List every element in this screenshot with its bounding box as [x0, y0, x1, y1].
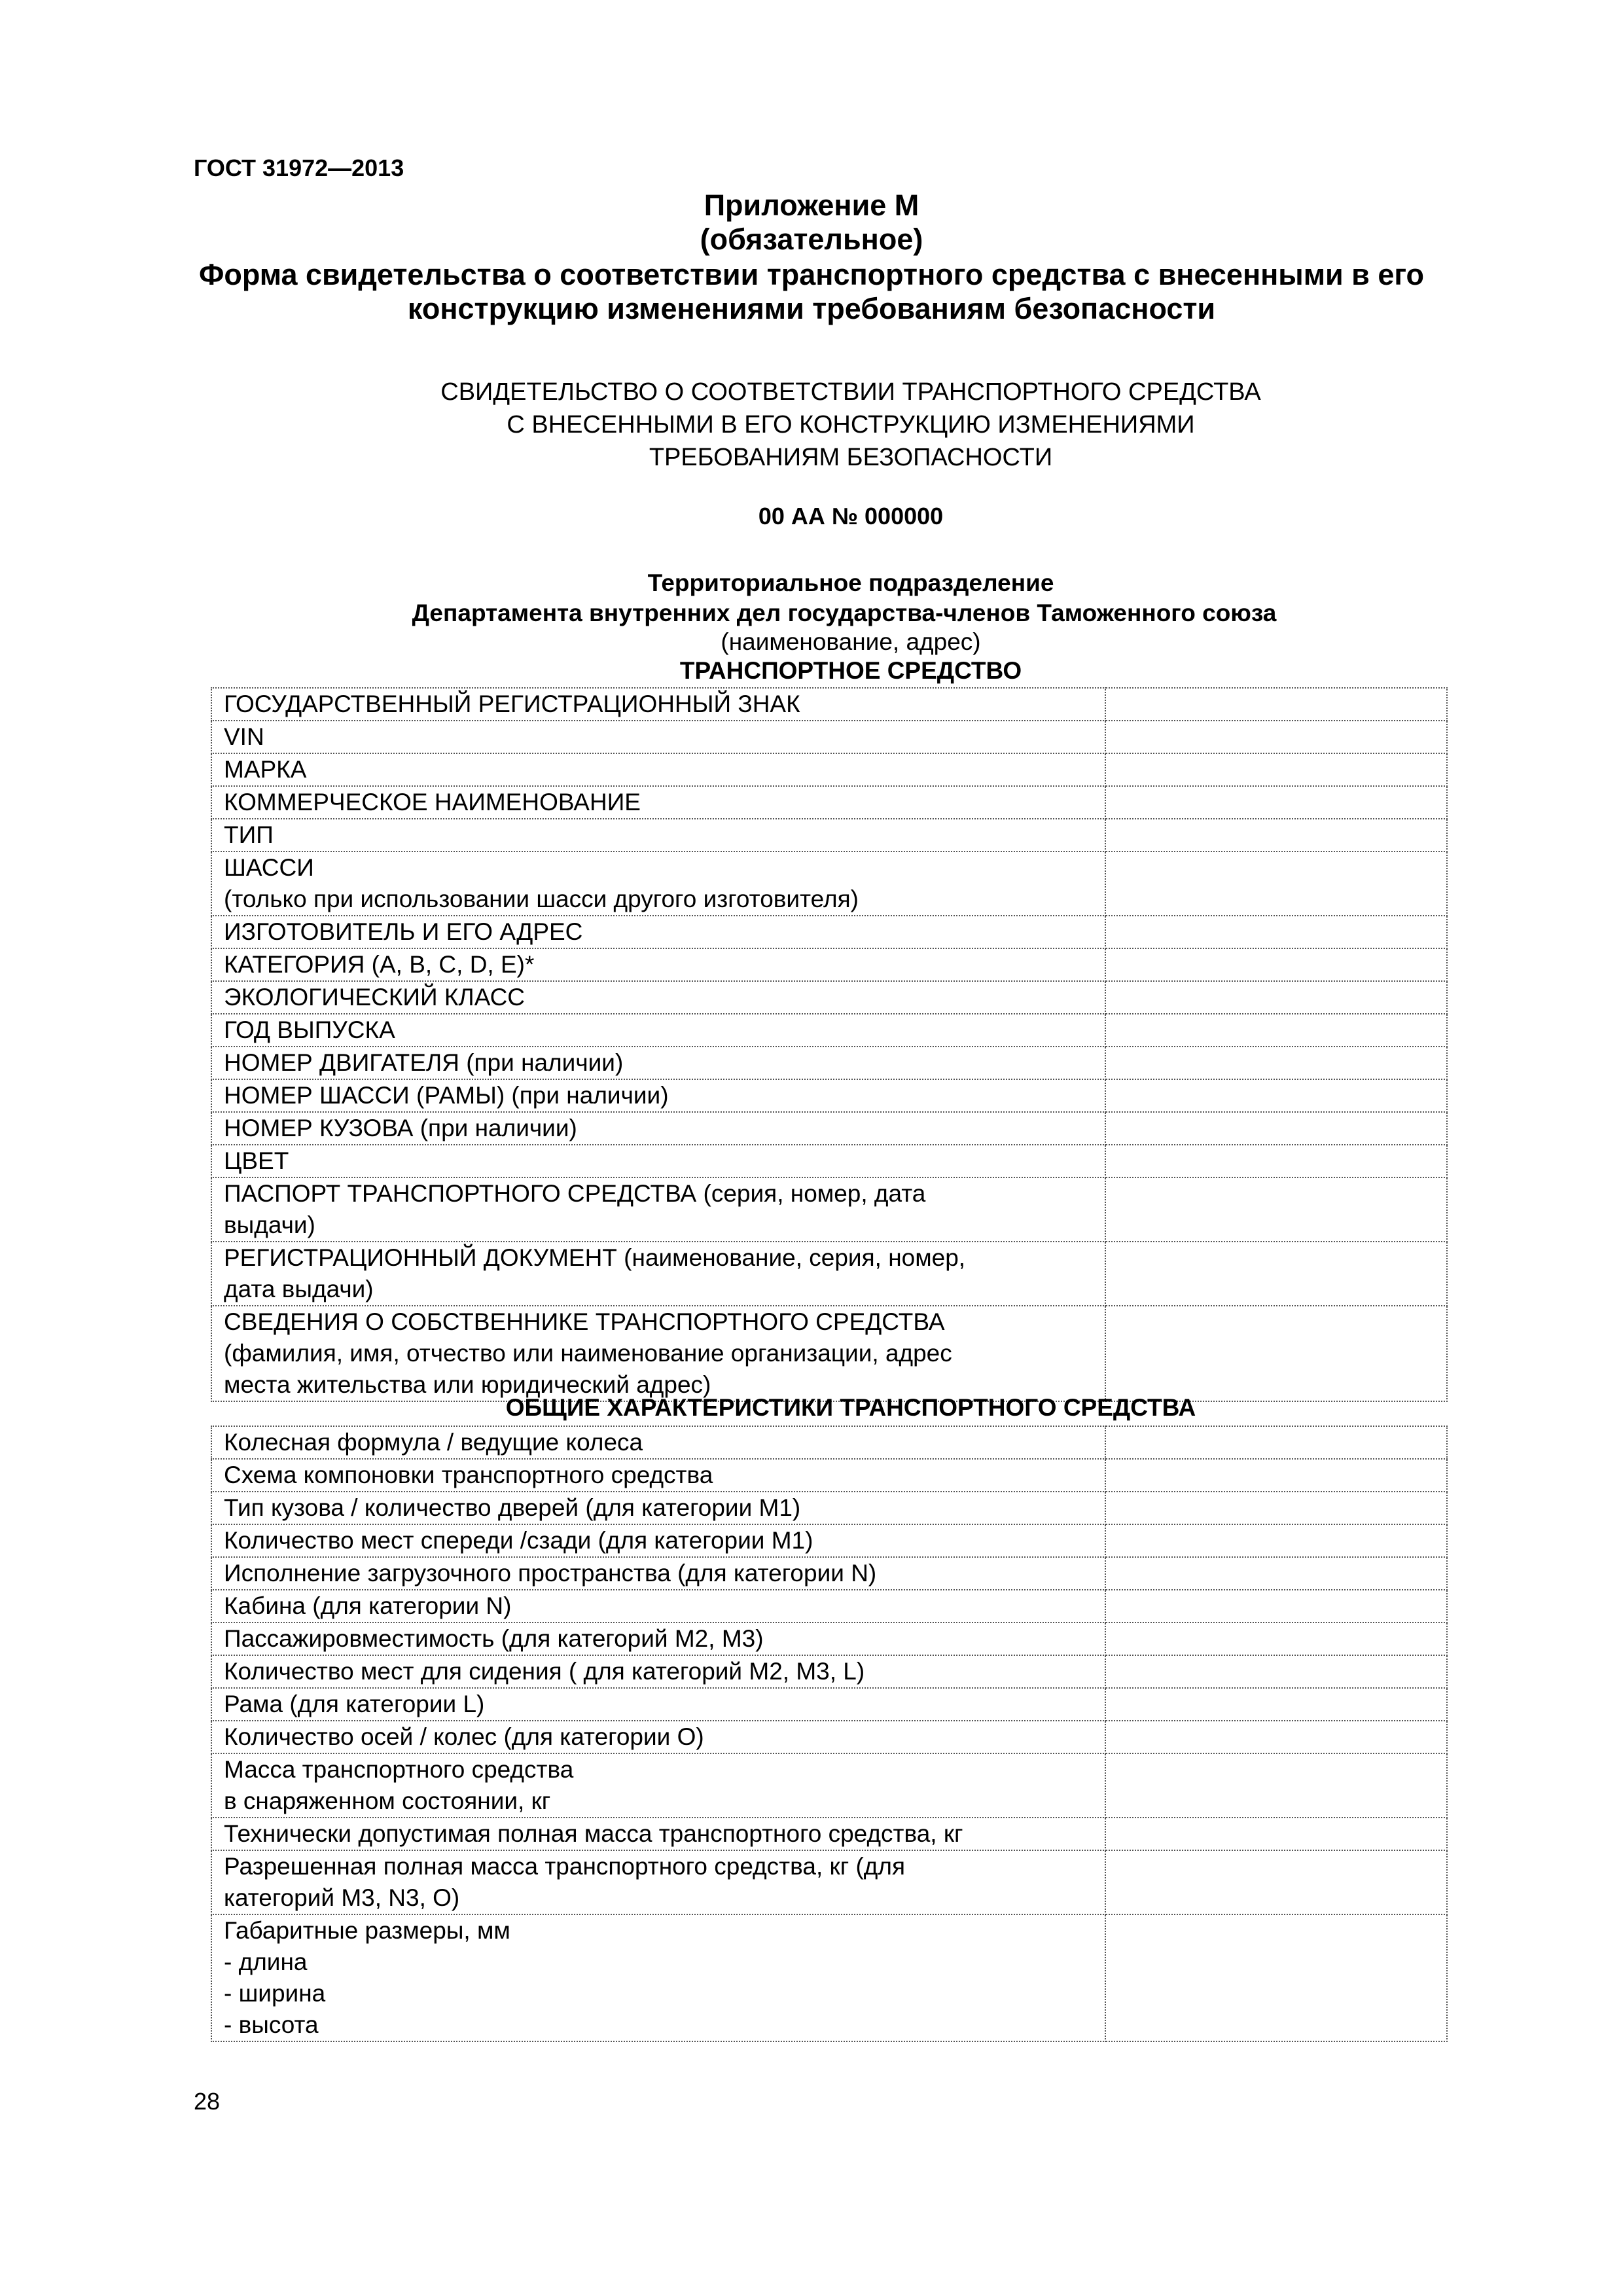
field-value-cell[interactable]	[1105, 819, 1447, 852]
field-value-cell[interactable]	[1105, 1014, 1447, 1047]
page-number: 28	[194, 2088, 221, 2115]
field-label: Масса транспортного средства в снаряженном состоянии, кг	[211, 1753, 1105, 1818]
field-value-cell[interactable]	[1105, 721, 1447, 753]
characteristics-table	[211, 1426, 1448, 2042]
field-label: Разрешенная полная масса транспортного средства, кг (для категорий М3, N3, О)	[211, 1850, 1105, 1914]
certificate-title-line: ТРЕБОВАНИЯМ БЕЗОПАСНОСТИ	[649, 444, 1053, 471]
field-label: Количество осей / колес (для категории О)	[211, 1721, 1105, 1753]
field-value-cell[interactable]	[1105, 948, 1447, 981]
field-label: Колесная формула / ведущие колеса	[211, 1426, 1105, 1459]
field-value-cell[interactable]	[1105, 1459, 1447, 1492]
field-value-cell[interactable]	[1105, 852, 1447, 916]
table-row	[211, 1721, 1447, 1753]
field-value-cell[interactable]	[1105, 1818, 1447, 1850]
field-value-cell[interactable]	[1105, 688, 1447, 721]
field-label: КОММЕРЧЕСКОЕ НАИМЕНОВАНИЕ	[211, 786, 1105, 819]
field-value-cell[interactable]	[1105, 916, 1447, 948]
field-value-cell[interactable]	[1105, 1079, 1447, 1112]
field-label: КАТЕГОРИЯ (А, B, С, D, Е)*	[211, 948, 1105, 981]
table-row	[211, 1242, 1447, 1306]
field-label: Исполнение загрузочного пространства (для категории N)	[211, 1557, 1105, 1590]
field-value-cell[interactable]	[1105, 753, 1447, 786]
field-label: ИЗГОТОВИТЕЛЬ И ЕГО АДРЕС	[211, 916, 1105, 948]
field-value-cell[interactable]	[1105, 1590, 1447, 1623]
appendix-title: Приложение М	[704, 188, 919, 222]
field-value-cell[interactable]	[1105, 1177, 1447, 1242]
field-label: ЦВЕТ	[211, 1145, 1105, 1177]
field-label: Рама (для категории L)	[211, 1688, 1105, 1721]
certificate-title-line: С ВНЕСЕННЫМИ В ЕГО КОНСТРУКЦИЮ ИЗМЕНЕНИЯМИ	[507, 411, 1195, 439]
field-value-cell[interactable]	[1105, 1623, 1447, 1655]
table-row	[211, 721, 1447, 753]
certificate-number: 00 АА № 000000	[758, 503, 944, 529]
field-value-cell[interactable]	[1105, 1721, 1447, 1753]
field-label: ШАССИ (только при использовании шасси другого изготовителя)	[211, 852, 1105, 916]
table-row	[211, 1818, 1447, 1850]
table-row	[211, 1014, 1447, 1047]
table-row	[211, 1850, 1447, 1914]
table-row	[211, 1914, 1447, 2041]
table-row	[211, 1177, 1447, 1242]
field-label: НОМЕР КУЗОВА (при наличии)	[211, 1112, 1105, 1145]
table-row	[211, 1590, 1447, 1623]
field-label: МАРКА	[211, 753, 1105, 786]
field-label: Количество мест для сидения ( для категорий М2, М3, L)	[211, 1655, 1105, 1688]
field-label: СВЕДЕНИЯ О СОБСТВЕННИКЕ ТРАНСПОРТНОГО СРЕДСТВА (фамилия, имя, отчество или наименование организации, адрес места жительства или юридический адрес)	[211, 1306, 1105, 1401]
field-label: Кабина (для категории N)	[211, 1590, 1105, 1623]
certificate-title-line: СВИДЕТЕЛЬСТВО О СООТВЕТСТВИИ ТРАНСПОРТНОГО СРЕДСТВА	[440, 378, 1261, 406]
table-row	[211, 819, 1447, 852]
field-label: НОМЕР ШАССИ (РАМЫ) (при наличии)	[211, 1079, 1105, 1112]
appendix-status: (обязательное)	[700, 223, 923, 256]
table-row	[211, 1655, 1447, 1688]
table-row	[211, 981, 1447, 1014]
table-row	[211, 1557, 1447, 1590]
field-value-cell[interactable]	[1105, 1524, 1447, 1557]
table-row	[211, 1459, 1447, 1492]
field-value-cell[interactable]	[1105, 1688, 1447, 1721]
field-label: ЭКОЛОГИЧЕСКИЙ КЛАСС	[211, 981, 1105, 1014]
field-value-cell[interactable]	[1105, 1145, 1447, 1177]
table-row	[211, 916, 1447, 948]
field-label: VIN	[211, 721, 1105, 753]
table-row	[211, 948, 1447, 981]
field-value-cell[interactable]	[1105, 1426, 1447, 1459]
field-label: ПАСПОРТ ТРАНСПОРТНОГО СРЕДСТВА (серия, номер, дата выдачи)	[211, 1177, 1105, 1242]
field-label: ГОСУДАРСТВЕННЫЙ РЕГИСТРАЦИОННЫЙ ЗНАК	[211, 688, 1105, 721]
field-value-cell[interactable]	[1105, 1753, 1447, 1818]
table-row	[211, 753, 1447, 786]
department-line-2: Департамента внутренних дел государства-членов Таможенного союза	[412, 600, 1277, 626]
table-row	[211, 688, 1447, 721]
field-value-cell[interactable]	[1105, 1557, 1447, 1590]
section-title-characteristics: ОБЩИЕ ХАРАКТЕРИСТИКИ ТРАНСПОРТНОГО СРЕДСТВА	[505, 1394, 1196, 1421]
certificate-title	[393, 376, 1309, 474]
field-value-cell[interactable]	[1105, 1492, 1447, 1524]
table-row	[211, 1047, 1447, 1079]
field-label: Пассажировместимость (для категорий М2, М3)	[211, 1623, 1105, 1655]
field-value-cell[interactable]	[1105, 1242, 1447, 1306]
field-value-cell[interactable]	[1105, 1655, 1447, 1688]
table-row	[211, 1145, 1447, 1177]
table-row	[211, 1492, 1447, 1524]
vehicle-table	[211, 687, 1448, 1402]
document-code: ГОСТ 31972—2013	[194, 154, 404, 181]
table-row	[211, 1688, 1447, 1721]
table-row	[211, 1426, 1447, 1459]
table-row	[211, 852, 1447, 916]
field-value-cell[interactable]	[1105, 1047, 1447, 1079]
field-label: Схема компоновки транспортного средства	[211, 1459, 1105, 1492]
table-row	[211, 1524, 1447, 1557]
table-row	[211, 1079, 1447, 1112]
field-value-cell[interactable]	[1105, 1306, 1447, 1401]
appendix-heading: Форма свидетельства о соответствии транспортного средства с внесенными в его конструкцию изменениями требованиям безопасности	[198, 258, 1425, 325]
field-value-cell[interactable]	[1105, 786, 1447, 819]
table-row	[211, 786, 1447, 819]
field-label: НОМЕР ДВИГАТЕЛЯ (при наличии)	[211, 1047, 1105, 1079]
section-title-vehicle: ТРАНСПОРТНОЕ СРЕДСТВО	[679, 657, 1022, 684]
field-label: РЕГИСТРАЦИОННЫЙ ДОКУМЕНТ (наименование, серия, номер, дата выдачи)	[211, 1242, 1105, 1306]
field-label: Технически допустимая полная масса транспортного средства, кг	[211, 1818, 1105, 1850]
field-value-cell[interactable]	[1105, 1850, 1447, 1914]
field-label: Тип кузова / количество дверей (для категории М1)	[211, 1492, 1105, 1524]
department-line-1: Территориальное подразделение	[647, 569, 1054, 596]
field-label: ГОД ВЫПУСКА	[211, 1014, 1105, 1047]
field-label: Габаритные размеры, мм - длина - ширина - высота	[211, 1914, 1105, 2041]
table-row	[211, 1112, 1447, 1145]
table-row	[211, 1306, 1447, 1401]
department-note: (наименование, адрес)	[721, 628, 981, 655]
field-label: ТИП	[211, 819, 1105, 852]
field-label: Количество мест спереди /сзади (для категории М1)	[211, 1524, 1105, 1557]
field-value-cell[interactable]	[1105, 1914, 1447, 2041]
table-row	[211, 1623, 1447, 1655]
table-row	[211, 1753, 1447, 1818]
field-value-cell[interactable]	[1105, 1112, 1447, 1145]
field-value-cell[interactable]	[1105, 981, 1447, 1014]
